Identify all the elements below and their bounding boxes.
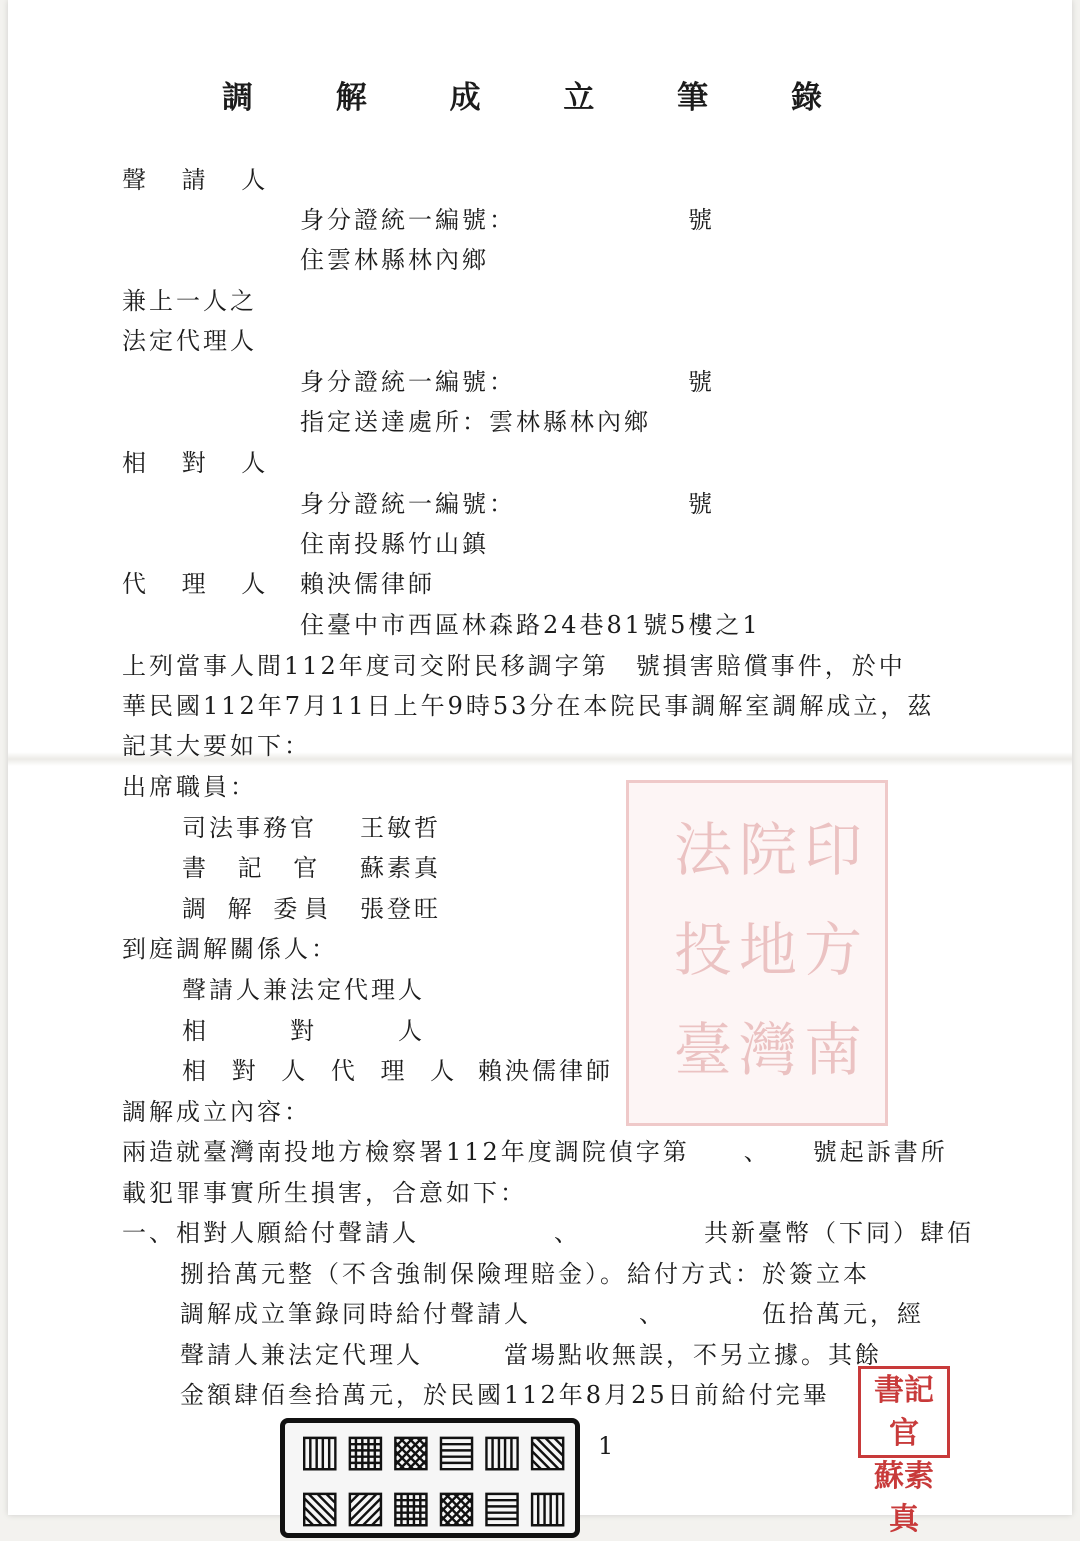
item1-line: 一、相對人願給付聲請人 、 共新臺幣（下同）肆佰: [122, 1219, 974, 1247]
intro-line-3: 記其大要如下：: [122, 732, 311, 760]
legal-rep-service-address: 指定送達處所：雲林縣林內鄉: [300, 408, 651, 436]
staff-heading: 出席職員：: [122, 773, 257, 801]
agent-address: 住臺中市西區林森路24巷81號5樓之1: [300, 611, 761, 639]
party-role: 相 對 人: [182, 1017, 425, 1045]
staff-role: 司法事務官: [182, 814, 317, 842]
petitioner-id-label: 身分證統一編號：: [300, 206, 516, 234]
respondent-label: 相 對 人: [122, 449, 280, 477]
item1-line: 金額肆佰叁拾萬元，於民國112年8月25日前給付完畢: [180, 1381, 830, 1409]
clerk-seal: [858, 1366, 950, 1537]
clerk-seal-line: 蘇素真: [874, 1459, 934, 1537]
legal-rep-label-2: 法定代理人: [122, 327, 257, 355]
item1-line: 捌拾萬元整（不含強制保險理賠金）。給付方式：於簽立本: [180, 1260, 870, 1288]
document-page: [8, 0, 1072, 1537]
page-number: 1: [598, 1432, 614, 1460]
document-title: 調 解 成 立 筆 錄: [222, 80, 858, 116]
party-role: 聲請人兼法定代理人: [182, 976, 425, 1004]
black-stamp: ▥▦▩▤▥▧ ▧▨▦▩▤▥: [280, 1418, 580, 1538]
party-name: 賴泱儒律師: [478, 1057, 613, 1085]
intro-line-1: 上列當事人間112年度司交附民移調字第 號損害賠償事件，於中: [122, 652, 906, 680]
item1-line: 調解成立筆錄同時給付聲請人 、 伍拾萬元，經: [180, 1300, 924, 1328]
legal-rep-label-1: 兼上一人之: [122, 287, 257, 315]
party-role: 相 對 人 代 理 人: [182, 1057, 464, 1085]
content-line: 載犯罪事實所生損害，合意如下：: [122, 1179, 527, 1207]
petitioner-address: 住雲林縣林內鄉: [300, 246, 489, 274]
respondent-id-suffix: 號: [688, 490, 715, 518]
staff-name: 王敏哲: [360, 814, 441, 842]
staff-role: 調 解 委員: [182, 895, 336, 923]
item1-line: 聲請人兼法定代理人 當場點收無誤，不另立據。其餘: [180, 1341, 882, 1369]
petitioner-id-suffix: 號: [688, 206, 715, 234]
court-seal-large: 印 院 法 方 地 投 南 灣 臺: [626, 780, 888, 1126]
staff-name: 蘇素真: [360, 854, 441, 882]
clerk-seal-line: 書記官: [874, 1373, 934, 1451]
respondent-address: 住南投縣竹山鎮: [300, 530, 489, 558]
legal-rep-id-label: 身分證統一編號：: [300, 368, 516, 396]
agent-label: 代 理 人: [122, 570, 280, 598]
content-line: 兩造就臺灣南投地方檢察署112年度調院偵字第 、 號起訴書所: [122, 1138, 948, 1166]
staff-name: 張登旺: [360, 895, 441, 923]
staff-role: 書 記 官: [182, 854, 330, 882]
petitioner-label: 聲 請 人: [122, 166, 280, 194]
intro-line-2: 華民國112年7月11日上午9時53分在本院民事調解室調解成立，茲: [122, 692, 935, 720]
parties-heading: 到庭調解關係人：: [122, 935, 338, 963]
respondent-id-label: 身分證統一編號：: [300, 490, 516, 518]
content-heading: 調解成立內容：: [122, 1098, 311, 1126]
agent-name: 賴泱儒律師: [300, 570, 435, 598]
legal-rep-id-suffix: 號: [688, 368, 715, 396]
